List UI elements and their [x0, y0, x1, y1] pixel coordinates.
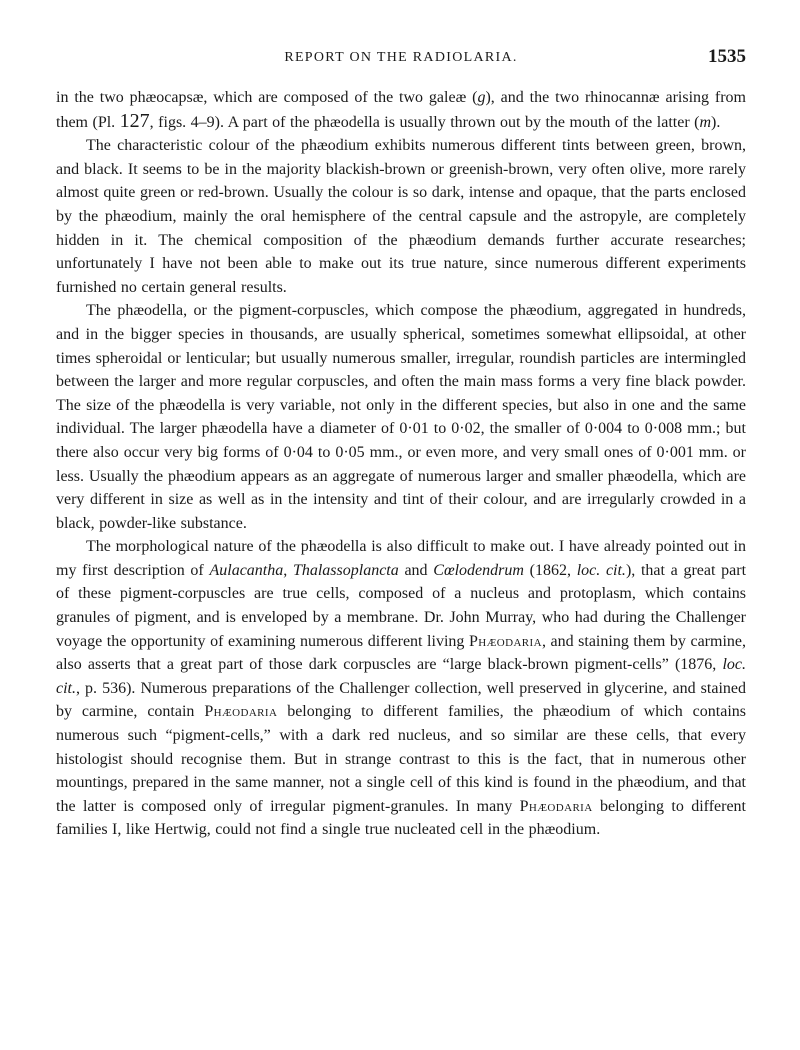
text-run: (1862, [523, 561, 577, 579]
body-text [56, 86, 746, 842]
running-title: REPORT ON THE RADIOLARIA. [284, 50, 518, 65]
text-run: belonging to different families, the phæodium of which contains numerous such “pigment-cells,” with a dark red nucleus, and so similar are these cells, that every histologist should recognise them. But in strange contrast to this is the fact, that in numerous other mountings, prepared in the same manner, not a single cell of this kind is found in the phæodium, and that the latter is composed only of irregular pigment-granules. In many [56, 703, 746, 815]
italic-text: Cœlodendrum [433, 561, 524, 579]
paragraph [56, 134, 746, 299]
italic-text: g [477, 89, 486, 106]
text-run: The phæodella, or the pigment-corpuscles, which compose the phæodium, aggregated in hundreds, and in the bigger species in thousands, are usually spherical, sometimes somewhat ellipsoidal, at other times spheroidal or lenticular; but usually numerous smaller, irregular, roundish particles are intermingled between the larger and more regular corpuscles, and often the main mass forms a very fine black powder. The size of the phæodella is very variable, not only in the different species, but also in one and the same individual. The larger phæodella have a diameter of 0·01 to 0·02, the smaller of 0·004 to 0·008 mm.; but there also occur very big forms of 0·04 to 0·05 mm., or even more, and very small ones of 0·001 mm. or less. Usually the phæodium appears as an aggregate of numerous larger and smaller phæodella, which are very different in size as well as in the intensity and tint of their colour, and are irregularly crowded in a black, powder-like substance. [56, 302, 746, 532]
small-caps-text: Phæodaria [519, 797, 593, 815]
italic-text: loc. cit. [56, 656, 746, 697]
text-run: The morphological nature of the phæodella is also difficult to make out. I have already pointed out in my first description of [56, 538, 746, 579]
document-page [56, 40, 746, 842]
text-run: The characteristic colour of the phæodium exhibits numerous different tints between green, brown, and black. It seems to be in the majority blackish-brown or greenish-brown, very often olive, more rarely almost quite green or red-brown. Usually the colour is so dark, intense and opaque, that the parts enclosed by the phæodium, mainly the oral hemisphere of the central capsule and the astropyle, are completely hidden in it. The chemical composition of the phæodium demands further accurate researches; unfortunately I have not been able to make out its true nature, since numerous different experiments furnished no certain general results. [56, 137, 746, 296]
text-run: ), and the two rhinocannæ arising from them (Pl. [56, 89, 746, 131]
text-run: belonging to different families I, like Hertwig, could not find a single true nucleated cell in the phæodium. [56, 797, 746, 839]
small-caps-text: Phæodaria [468, 632, 542, 650]
italic-text: Thalassoplancta [292, 561, 399, 579]
paragraph [56, 86, 746, 134]
small-caps-text: Phæodaria [204, 703, 278, 721]
running-header [56, 40, 746, 70]
paragraph [56, 535, 746, 842]
italic-text: Aulacantha [209, 561, 284, 579]
italic-text: loc. cit. [576, 561, 626, 579]
text-run: ), that a great part of these pigment-corpuscles are true cells, composed of a nucleus and protoplasm, which contains granules of pigment, and is enveloped by a membrane. Dr. John Murray, who had during the Challenger voyage the opportunity of examining numerous different living [56, 561, 747, 650]
italic-text: m [699, 113, 712, 131]
text-run: ). [711, 113, 721, 131]
text-run: and [398, 561, 434, 579]
plate-number: 127 [119, 109, 150, 132]
text-run: , [283, 561, 293, 579]
text-run: , and staining them by carmine, also asserts that a great part of those dark corpuscles are “large black-brown pigment-cells” (1876, [56, 632, 747, 674]
text-run: , figs. 4–9). A part of the phæodella is usually thrown out by the mouth of the latter ( [149, 113, 700, 131]
paragraph [56, 299, 746, 535]
text-run: , p. 536). Numerous preparations of the Challenger collection, well preserved in glycerine, and stained by carmine, contain [56, 679, 746, 721]
text-run: in the two phæocapsæ, which are composed of the two galeæ ( [56, 89, 478, 106]
page-number: 1535 [708, 46, 746, 67]
